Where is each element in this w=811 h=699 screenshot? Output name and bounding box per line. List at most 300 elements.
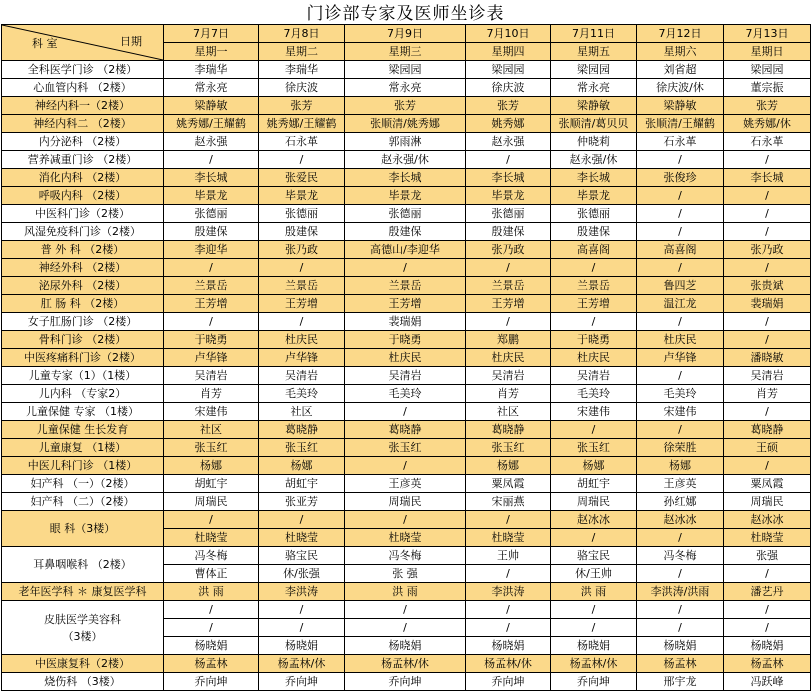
- doctor-cell: 肖芳: [724, 385, 811, 403]
- doctor-cell: /: [164, 619, 259, 637]
- doctor-cell: 冯冬梅: [345, 547, 466, 565]
- doctor-cell: 杨晓娟: [724, 637, 811, 655]
- doctor-cell: 姚秀娜/休: [724, 115, 811, 133]
- doctor-cell: 粟凤霞: [466, 475, 551, 493]
- department-name: 风湿免疫科门诊（2楼）: [2, 223, 164, 241]
- doctor-cell: 宋建伟: [551, 403, 637, 421]
- doctor-cell: 毛美玲: [637, 385, 724, 403]
- department-name: 耳鼻咽喉科 （2楼）: [2, 547, 164, 583]
- table-row: [2, 187, 811, 205]
- doctor-cell: 兰景岳: [259, 277, 345, 295]
- doctor-cell: 周瑞民: [345, 493, 466, 511]
- doctor-cell: 王彦英: [637, 475, 724, 493]
- doctor-cell: 石永革: [724, 133, 811, 151]
- doctor-cell: 吴清岩: [259, 367, 345, 385]
- table-row: [2, 205, 811, 223]
- doctor-cell: /: [259, 601, 345, 619]
- weekday-cell: 星期六: [637, 43, 724, 61]
- doctor-cell: 杨晓娟: [637, 637, 724, 655]
- doctor-cell: 殷建保: [551, 223, 637, 241]
- department-name: 中医康复科（2楼）: [2, 655, 164, 673]
- doctor-cell: 吴清岩: [551, 367, 637, 385]
- doctor-cell: 杨孟林/休: [466, 655, 551, 673]
- doctor-cell: 杨晓娟: [345, 637, 466, 655]
- weekday-cell: 星期一: [164, 43, 259, 61]
- date-cell: 7月7日: [164, 25, 259, 43]
- doctor-cell: 常永亮: [345, 79, 466, 97]
- doctor-cell: /: [259, 619, 345, 637]
- doctor-cell: 殷建保: [164, 223, 259, 241]
- doctor-cell: 社区: [164, 421, 259, 439]
- doctor-cell: 吴清岩: [466, 367, 551, 385]
- table-row: [2, 169, 811, 187]
- doctor-cell: 李长城: [345, 169, 466, 187]
- doctor-cell: /: [637, 619, 724, 637]
- department-name: 营养减重门诊 （2楼）: [2, 151, 164, 169]
- table-row: [2, 601, 811, 619]
- doctor-cell: 毕景龙: [345, 187, 466, 205]
- doctor-cell: 张顺清/王耀鹤: [637, 115, 724, 133]
- doctor-cell: 梁园园: [724, 61, 811, 79]
- doctor-cell: 王芳增: [259, 295, 345, 313]
- doctor-cell: 杨孟林: [164, 655, 259, 673]
- date-cell: 7月8日: [259, 25, 345, 43]
- doctor-cell: 鲁四芝: [637, 277, 724, 295]
- doctor-cell: 郑鹏: [466, 331, 551, 349]
- weekday-cell: 星期三: [345, 43, 466, 61]
- department-name: 烧伤科 （3楼）: [2, 673, 164, 691]
- doctor-cell: 毛美玲: [345, 385, 466, 403]
- doctor-cell: 赵冰冰: [637, 511, 724, 529]
- doctor-cell: 张强: [724, 547, 811, 565]
- doctor-cell: 张德丽: [259, 205, 345, 223]
- doctor-cell: 潘晓敏: [724, 349, 811, 367]
- doctor-cell: 杨孟林: [637, 655, 724, 673]
- table-row: [2, 223, 811, 241]
- weekday-cell: 星期五: [551, 43, 637, 61]
- table-row: [2, 79, 811, 97]
- doctor-cell: /: [724, 601, 811, 619]
- doctor-cell: 杨娜: [637, 457, 724, 475]
- doctor-cell: 冯冬梅: [637, 547, 724, 565]
- doctor-cell: 张芳: [259, 97, 345, 115]
- doctor-cell: 吴清岩: [164, 367, 259, 385]
- doctor-cell: 徐庆波: [259, 79, 345, 97]
- department-name: 妇产科 （一）（2楼）: [2, 475, 164, 493]
- doctor-cell: /: [724, 187, 811, 205]
- department-name: [2, 601, 164, 655]
- doctor-cell: 杨娜: [551, 457, 637, 475]
- doctor-cell: 潘艺丹: [724, 583, 811, 601]
- doctor-cell: /: [466, 601, 551, 619]
- doctor-cell: 杨晓娟: [466, 637, 551, 655]
- doctor-cell: 兰景岳: [551, 277, 637, 295]
- doctor-cell: 粟凤霞: [724, 475, 811, 493]
- doctor-cell: 杨娜: [466, 457, 551, 475]
- doctor-cell: 张玉红: [466, 439, 551, 457]
- doctor-cell: 张芳: [724, 97, 811, 115]
- doctor-cell: 葛晓静: [259, 421, 345, 439]
- doctor-cell: 周瑞民: [164, 493, 259, 511]
- doctor-cell: 高喜阁: [637, 241, 724, 259]
- department-name: 眼 科（3楼）: [2, 511, 164, 547]
- doctor-cell: 梁静敏: [637, 97, 724, 115]
- doctor-cell: 毕景龙: [551, 187, 637, 205]
- doctor-cell: 高德山/李迎华: [345, 241, 466, 259]
- doctor-cell: 宋建伟: [637, 403, 724, 421]
- doctor-cell: 赵永强: [466, 133, 551, 151]
- doctor-cell: 毕景龙: [466, 187, 551, 205]
- doctor-cell: 赵永强/休: [345, 151, 466, 169]
- date-cell: 7月10日: [466, 25, 551, 43]
- doctor-cell: 温江龙: [637, 295, 724, 313]
- doctor-cell: 姚秀娜: [466, 115, 551, 133]
- doctor-cell: 乔向坤: [551, 673, 637, 691]
- doctor-cell: 骆宝民: [259, 547, 345, 565]
- doctor-cell: 曹体正: [164, 565, 259, 583]
- doctor-cell: 杨孟林/休: [259, 655, 345, 673]
- doctor-cell: 杨晓娟: [259, 637, 345, 655]
- department-name: 中医儿科门诊 （1楼）: [2, 457, 164, 475]
- doctor-cell: 邢宇龙: [637, 673, 724, 691]
- doctor-cell: 姚秀娜/王耀鹤: [164, 115, 259, 133]
- department-name: 心血管内科 （2楼）: [2, 79, 164, 97]
- doctor-cell: 李长城: [551, 169, 637, 187]
- table-row: [2, 547, 811, 565]
- doctor-cell: /: [345, 259, 466, 277]
- doctor-cell: 葛晓静: [345, 421, 466, 439]
- doctor-cell: /: [345, 619, 466, 637]
- table-row: [2, 331, 811, 349]
- doctor-cell: 王芳增: [551, 295, 637, 313]
- doctor-cell: /: [164, 259, 259, 277]
- doctor-cell: 吴清岩: [724, 367, 811, 385]
- doctor-cell: 骆宝民: [551, 547, 637, 565]
- doctor-cell: 冯冬梅: [164, 547, 259, 565]
- doctor-cell: 宋丽燕: [466, 493, 551, 511]
- date-cell: 7月12日: [637, 25, 724, 43]
- doctor-cell: 毛美玲: [259, 385, 345, 403]
- table-row: [2, 457, 811, 475]
- doctor-cell: 张顺清/姚秀娜: [345, 115, 466, 133]
- doctor-cell: 杜庆民: [345, 349, 466, 367]
- department-name: 内分泌科 （2楼）: [2, 133, 164, 151]
- table-row: [2, 61, 811, 79]
- table-row: [2, 259, 811, 277]
- doctor-cell: 张芳: [466, 97, 551, 115]
- department-name: 儿童保健 专家 （1楼）: [2, 403, 164, 421]
- department-name: 神经内科二 （2楼）: [2, 115, 164, 133]
- doctor-cell: 赵永强/休: [551, 151, 637, 169]
- doctor-cell: 乔向坤: [259, 673, 345, 691]
- doctor-cell: 石永革: [259, 133, 345, 151]
- doctor-cell: 张玉红: [164, 439, 259, 457]
- doctor-cell: 周瑞民: [724, 493, 811, 511]
- doctor-cell: 杜晓莹: [164, 529, 259, 547]
- table-row: [2, 241, 811, 259]
- page-title: 门诊部专家及医师坐诊表: [306, 4, 505, 24]
- date-header-label: 日期: [120, 35, 142, 48]
- doctor-cell: /: [164, 601, 259, 619]
- doctor-cell: 杨晓娟: [164, 637, 259, 655]
- doctor-cell: 卢华锋: [259, 349, 345, 367]
- doctor-cell: 杨孟林/休: [551, 655, 637, 673]
- doctor-cell: /: [724, 403, 811, 421]
- doctor-cell: 杨娜: [259, 457, 345, 475]
- doctor-cell: /: [724, 313, 811, 331]
- doctor-cell: 王硕: [724, 439, 811, 457]
- doctor-cell: 卢华锋: [637, 349, 724, 367]
- schedule-table: [1, 24, 811, 691]
- doctor-cell: /: [724, 457, 811, 475]
- doctor-cell: 张德丽: [466, 205, 551, 223]
- date-cell: 7月13日: [724, 25, 811, 43]
- department-name: 呼吸内科 （2楼）: [2, 187, 164, 205]
- doctor-cell: /: [637, 313, 724, 331]
- doctor-cell: 毕景龙: [259, 187, 345, 205]
- doctor-cell: 徐庆波/休: [637, 79, 724, 97]
- doctor-cell: 张德丽: [164, 205, 259, 223]
- table-row: [2, 97, 811, 115]
- table-row: [2, 493, 811, 511]
- doctor-cell: 张俊珍: [637, 169, 724, 187]
- doctor-cell: /: [345, 511, 466, 529]
- table-row: [2, 511, 811, 529]
- doctor-cell: /: [724, 259, 811, 277]
- doctor-cell: 社区: [466, 403, 551, 421]
- doctor-cell: 冯跃峰: [724, 673, 811, 691]
- doctor-cell: 王帅: [466, 547, 551, 565]
- doctor-cell: 张玉红: [259, 439, 345, 457]
- doctor-cell: 胡虹宇: [259, 475, 345, 493]
- doctor-cell: /: [637, 259, 724, 277]
- weekday-cell: 星期日: [724, 43, 811, 61]
- table-row: [2, 349, 811, 367]
- doctor-cell: 葛晓静: [466, 421, 551, 439]
- doctor-cell: 乔向坤: [466, 673, 551, 691]
- department-name: 消化内科 （2楼）: [2, 169, 164, 187]
- doctor-cell: /: [466, 565, 551, 583]
- doctor-cell: 吴清岩: [345, 367, 466, 385]
- doctor-cell: /: [637, 367, 724, 385]
- doctor-cell: 徐荣胜: [637, 439, 724, 457]
- department-name: 肛 肠 科 （2楼）: [2, 295, 164, 313]
- doctor-cell: /: [637, 529, 724, 547]
- doctor-cell: /: [724, 223, 811, 241]
- department-name: 普 外 科 （2楼）: [2, 241, 164, 259]
- department-name: 骨科门诊 （2楼）: [2, 331, 164, 349]
- doctor-cell: 仲晓莉: [551, 133, 637, 151]
- doctor-cell: 张 强: [345, 565, 466, 583]
- corner-header: [2, 25, 164, 61]
- doctor-cell: /: [551, 619, 637, 637]
- doctor-cell: 殷建保: [466, 223, 551, 241]
- department-name-line: 皮肤医学美容科: [44, 612, 121, 626]
- doctor-cell: 殷建保: [259, 223, 345, 241]
- doctor-cell: 张贵斌: [724, 277, 811, 295]
- doctor-cell: 张芳: [345, 97, 466, 115]
- doctor-cell: 赵冰冰: [551, 511, 637, 529]
- doctor-cell: 姚秀娜/王耀鹤: [259, 115, 345, 133]
- doctor-cell: 李长城: [724, 169, 811, 187]
- doctor-cell: /: [259, 511, 345, 529]
- doctor-cell: /: [164, 313, 259, 331]
- doctor-cell: /: [551, 421, 637, 439]
- table-row: [2, 403, 811, 421]
- doctor-cell: 于晓勇: [345, 331, 466, 349]
- doctor-cell: 李洪涛/洪雨: [637, 583, 724, 601]
- doctor-cell: 张顺清/葛贝贝: [551, 115, 637, 133]
- doctor-cell: 休/张强: [259, 565, 345, 583]
- weekday-cell: 星期二: [259, 43, 345, 61]
- doctor-cell: 殷建保: [345, 223, 466, 241]
- table-row: [2, 151, 811, 169]
- doctor-cell: /: [345, 457, 466, 475]
- doctor-cell: 王芳增: [164, 295, 259, 313]
- doctor-cell: 孙红娜: [637, 493, 724, 511]
- department-name: 中医疼痛科门诊（2楼）: [2, 349, 164, 367]
- doctor-cell: 洪 雨: [164, 583, 259, 601]
- doctor-cell: 李瑞华: [164, 61, 259, 79]
- doctor-cell: /: [466, 511, 551, 529]
- doctor-cell: 乔向坤: [345, 673, 466, 691]
- doctor-cell: 张乃政: [466, 241, 551, 259]
- doctor-cell: /: [466, 259, 551, 277]
- table-row: [2, 439, 811, 457]
- doctor-cell: 常永亮: [551, 79, 637, 97]
- doctor-cell: 乔向坤: [164, 673, 259, 691]
- table-row: [2, 133, 811, 151]
- doctor-cell: /: [724, 151, 811, 169]
- department-name: 泌尿外科 （2楼）: [2, 277, 164, 295]
- date-cell: 7月11日: [551, 25, 637, 43]
- doctor-cell: /: [259, 313, 345, 331]
- doctor-cell: /: [551, 529, 637, 547]
- doctor-cell: 徐庆波: [466, 79, 551, 97]
- weekday-cell: 星期四: [466, 43, 551, 61]
- doctor-cell: 杜晓莹: [345, 529, 466, 547]
- doctor-cell: /: [637, 151, 724, 169]
- doctor-cell: 宋建伟: [164, 403, 259, 421]
- doctor-cell: 杜晓莹: [724, 529, 811, 547]
- doctor-cell: /: [724, 331, 811, 349]
- doctor-cell: 于晓勇: [551, 331, 637, 349]
- doctor-cell: 毕景龙: [164, 187, 259, 205]
- doctor-cell: /: [164, 511, 259, 529]
- doctor-cell: 李洪涛: [259, 583, 345, 601]
- doctor-cell: 杜庆民: [551, 349, 637, 367]
- doctor-cell: 张乃政: [724, 241, 811, 259]
- table-row: [2, 673, 811, 691]
- department-floor-line: （3楼）: [62, 629, 103, 643]
- doctor-cell: 卢华锋: [164, 349, 259, 367]
- doctor-cell: 兰景岳: [466, 277, 551, 295]
- doctor-cell: 杜庆民: [637, 331, 724, 349]
- doctor-cell: 张德丽: [551, 205, 637, 223]
- doctor-cell: 李瑞华: [259, 61, 345, 79]
- doctor-cell: 常永亮: [164, 79, 259, 97]
- doctor-cell: 梁园园: [466, 61, 551, 79]
- table-row: [2, 313, 811, 331]
- doctor-cell: 杜晓莹: [259, 529, 345, 547]
- doctor-cell: 洪 雨: [345, 583, 466, 601]
- department-name: 全科医学门诊 （2楼）: [2, 61, 164, 79]
- department-name: 神经外科 （2楼）: [2, 259, 164, 277]
- doctor-cell: 杜庆民: [259, 331, 345, 349]
- department-name: 老年医学科 ＊ 康复医学科: [2, 583, 164, 601]
- doctor-cell: 胡虹宇: [551, 475, 637, 493]
- department-name: 中医科门诊（2楼）: [2, 205, 164, 223]
- doctor-cell: /: [637, 565, 724, 583]
- doctor-cell: /: [466, 619, 551, 637]
- doctor-cell: 刘省超: [637, 61, 724, 79]
- doctor-cell: /: [637, 421, 724, 439]
- doctor-cell: 周瑞民: [551, 493, 637, 511]
- doctor-cell: 杨晓娟: [551, 637, 637, 655]
- table-row: [2, 295, 811, 313]
- doctor-cell: 李迎华: [164, 241, 259, 259]
- doctor-cell: /: [637, 223, 724, 241]
- table-row: [2, 277, 811, 295]
- department-name: 女子肛肠门诊 （2楼）: [2, 313, 164, 331]
- doctor-cell: 肖芳: [466, 385, 551, 403]
- doctor-cell: 赵永强: [164, 133, 259, 151]
- doctor-cell: 梁园园: [551, 61, 637, 79]
- doctor-cell: 张亚芳: [259, 493, 345, 511]
- doctor-cell: /: [259, 259, 345, 277]
- doctor-cell: 杨孟林: [724, 655, 811, 673]
- doctor-cell: 张乃政: [259, 241, 345, 259]
- doctor-cell: 胡虹宇: [164, 475, 259, 493]
- department-name: 儿童专家（1）（1楼）: [2, 367, 164, 385]
- doctor-cell: 兰景岳: [164, 277, 259, 295]
- doctor-cell: /: [637, 601, 724, 619]
- doctor-cell: 休/王帅: [551, 565, 637, 583]
- doctor-cell: 于晓勇: [164, 331, 259, 349]
- table-row: [2, 367, 811, 385]
- department-name: 妇产科 （二）（2楼）: [2, 493, 164, 511]
- table-row: [2, 421, 811, 439]
- doctor-cell: 李洪涛: [466, 583, 551, 601]
- doctor-cell: 杨孟林/休: [345, 655, 466, 673]
- department-name: 儿内科 （专家2）: [2, 385, 164, 403]
- doctor-cell: /: [345, 601, 466, 619]
- doctor-cell: 石永革: [637, 133, 724, 151]
- department-name: 儿童康复 （1楼）: [2, 439, 164, 457]
- table-row: [2, 475, 811, 493]
- doctor-cell: /: [345, 403, 466, 421]
- doctor-cell: 张德丽: [345, 205, 466, 223]
- doctor-cell: 杨娜: [164, 457, 259, 475]
- doctor-cell: 张玉红: [345, 439, 466, 457]
- department-name: 神经内科一（2楼）: [2, 97, 164, 115]
- doctor-cell: /: [637, 205, 724, 223]
- doctor-cell: /: [551, 313, 637, 331]
- doctor-cell: /: [259, 151, 345, 169]
- doctor-cell: 王芳增: [345, 295, 466, 313]
- dept-header-label: 科 室: [32, 37, 58, 50]
- doctor-cell: 高喜阁: [551, 241, 637, 259]
- doctor-cell: 洪 雨: [551, 583, 637, 601]
- table-row: [2, 655, 811, 673]
- table-row: [2, 115, 811, 133]
- doctor-cell: 王彦英: [345, 475, 466, 493]
- doctor-cell: 梁静敏: [164, 97, 259, 115]
- doctor-cell: /: [551, 601, 637, 619]
- doctor-cell: /: [724, 205, 811, 223]
- table-row: [2, 385, 811, 403]
- doctor-cell: /: [637, 187, 724, 205]
